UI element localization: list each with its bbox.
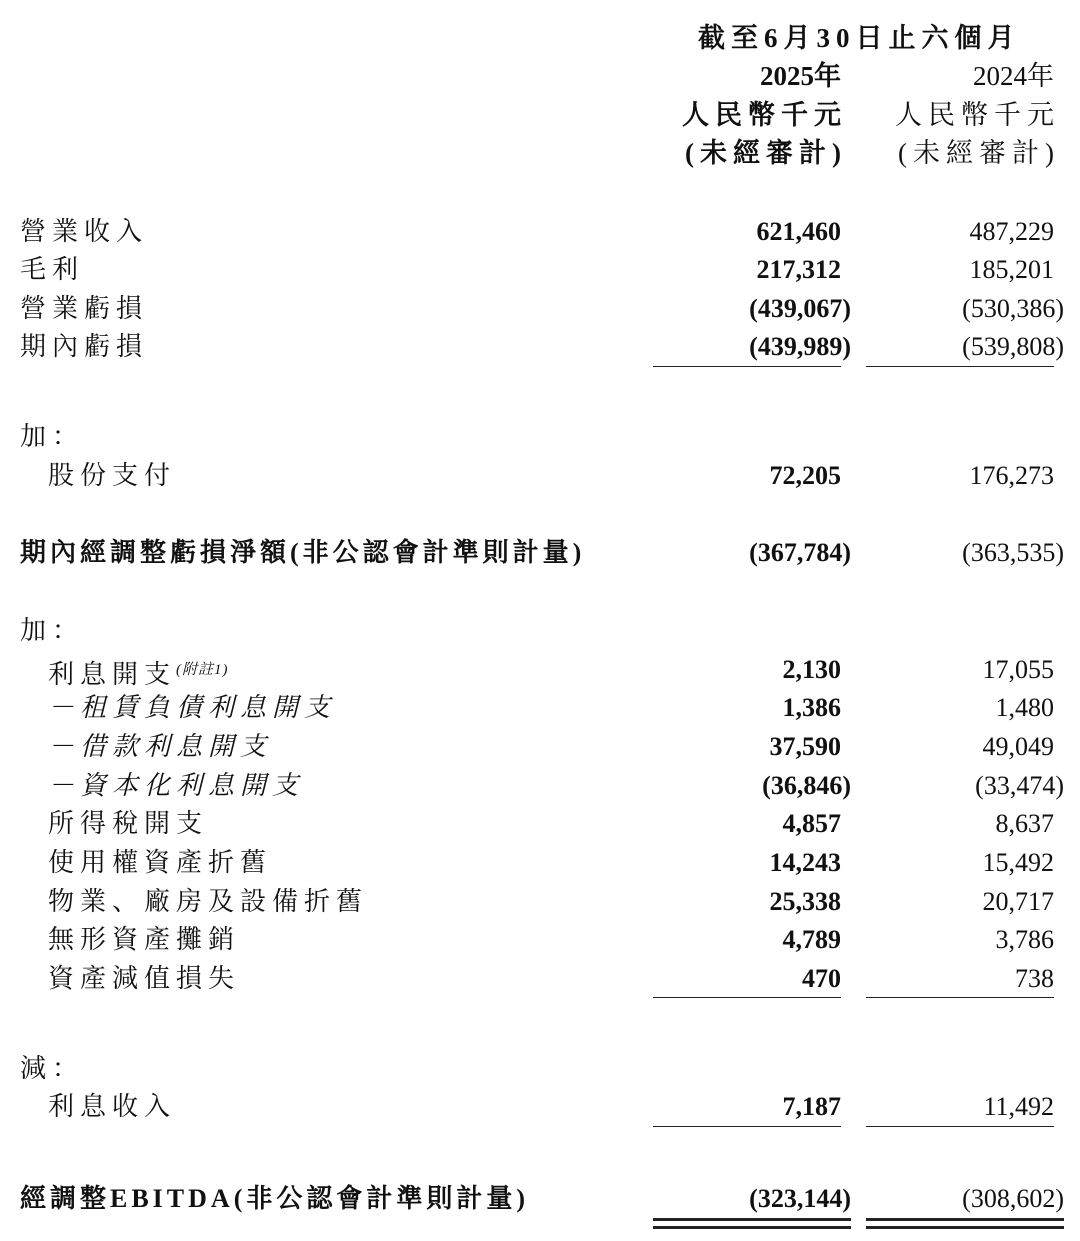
row-label: 營業虧損: [20, 294, 149, 323]
underline-2024: [866, 1126, 1054, 1127]
row-impairment: [0, 960, 1080, 998]
value-2025: (367,784): [749, 538, 851, 567]
row-revenue: [0, 213, 1080, 251]
value-2025: 7,187: [782, 1092, 841, 1121]
value-2025: (439,067): [749, 294, 851, 323]
value-2025: 25,338: [769, 887, 841, 916]
row-label: 經調整EBITDA(非公認會計準則計量): [20, 1184, 530, 1213]
value-2025: 4,857: [782, 809, 841, 838]
row-label: 毛利: [20, 255, 85, 284]
underline-2024: [866, 366, 1054, 367]
row-label: －借款利息開支: [48, 732, 273, 761]
row-label: 營業收入: [20, 217, 149, 246]
period-header: 截至6月30日止六個月: [698, 23, 1021, 53]
year-2025-header: 2025年: [760, 61, 841, 91]
value-2024: 3,786: [995, 925, 1054, 954]
value-2025: 621,460: [756, 217, 841, 246]
row-label: 物業、廠房及設備折舊: [48, 887, 369, 916]
value-2025: (36,846): [762, 771, 851, 800]
double-underline-2024-top: [866, 1218, 1064, 1224]
value-2024: 15,492: [982, 848, 1054, 877]
row-label: 加：: [20, 616, 85, 645]
unit-2024-header: 人民幣千元: [895, 100, 1060, 130]
footnote-ref: (附註1): [176, 662, 229, 678]
row-gross-profit: [0, 251, 1080, 289]
row-add-heading: [0, 612, 1080, 650]
row-borrowing-interest: [0, 728, 1080, 766]
row-label: －租賃負債利息開支: [48, 693, 337, 722]
value-2024: 738: [1015, 964, 1054, 993]
row-label: 期內經調整虧損淨額(非公認會計準則計量): [20, 538, 586, 567]
row-income-tax: [0, 805, 1080, 843]
value-2025: 217,312: [756, 255, 841, 284]
value-2024: 11,492: [983, 1092, 1054, 1121]
row-less-heading: [0, 1050, 1080, 1088]
value-2025: 37,590: [769, 732, 841, 761]
row-capitalized-interest: [0, 767, 1080, 805]
row-label: －資本化利息開支: [48, 771, 305, 800]
value-2025: 2,130: [782, 655, 841, 684]
value-2025: (439,989): [749, 332, 851, 361]
value-2024: 487,229: [969, 217, 1054, 246]
audit-2024-header: (未經審計): [898, 138, 1060, 168]
row-rou-depreciation: [0, 844, 1080, 882]
row-operating-loss: [0, 290, 1080, 328]
double-underline-2025-top: [653, 1218, 851, 1224]
row-add-heading: [0, 418, 1080, 456]
value-2024: 1,480: [995, 693, 1054, 722]
row-interest-expense: [0, 651, 1080, 689]
double-underline-2025-bottom: [653, 1226, 851, 1232]
value-2025: 470: [802, 964, 841, 993]
value-2024: (363,535): [962, 538, 1064, 567]
row-label: 股份支付: [48, 461, 177, 490]
underline-2025: [653, 997, 841, 998]
underline-2024: [866, 997, 1054, 998]
row-label: [48, 651, 229, 694]
row-adjusted-ebitda: [0, 1180, 1080, 1218]
row-ppe-depreciation: [0, 883, 1080, 921]
row-lease-interest: [0, 689, 1080, 727]
double-underline-2024-bottom: [866, 1226, 1064, 1232]
value-2024: 49,049: [982, 732, 1054, 761]
row-label: 使用權資產折舊: [48, 848, 273, 877]
row-label: 利息收入: [48, 1092, 177, 1121]
row-label: 無形資產攤銷: [48, 925, 241, 954]
value-2024: 8,637: [995, 809, 1054, 838]
value-2025: (323,144): [749, 1184, 851, 1213]
row-label: 減：: [20, 1054, 85, 1083]
value-2024: 185,201: [969, 255, 1054, 284]
value-2025: 4,789: [782, 925, 841, 954]
row-interest-income: [0, 1088, 1080, 1126]
value-2024: (33,474): [975, 771, 1064, 800]
row-period-loss: [0, 328, 1080, 366]
value-2025: 14,243: [769, 848, 841, 877]
row-share-payment: [0, 457, 1080, 495]
row-label: 期內虧損: [20, 332, 149, 361]
value-2024: 20,717: [982, 887, 1054, 916]
value-2025: 72,205: [769, 461, 841, 490]
value-2024: 176,273: [969, 461, 1054, 490]
audit-2025-header: (未經審計): [685, 138, 847, 168]
unit-2025-header: 人民幣千元: [682, 100, 847, 130]
value-2024: (308,602): [962, 1184, 1064, 1213]
underline-2025: [653, 366, 841, 367]
row-label: 加：: [20, 422, 85, 451]
year-2024-header: 2024年: [973, 61, 1054, 91]
value-2025: 1,386: [782, 693, 841, 722]
row-adjusted-net-loss: [0, 534, 1080, 572]
value-2024: (539,808): [962, 332, 1064, 361]
row-label-text: 利息開支: [48, 660, 177, 689]
underline-2025: [653, 1126, 841, 1127]
value-2024: (530,386): [962, 294, 1064, 323]
row-intangible-amortization: [0, 921, 1080, 959]
value-2024: 17,055: [982, 655, 1054, 684]
row-label: 所得稅開支: [48, 809, 209, 838]
row-label: 資產減值損失: [48, 964, 241, 993]
